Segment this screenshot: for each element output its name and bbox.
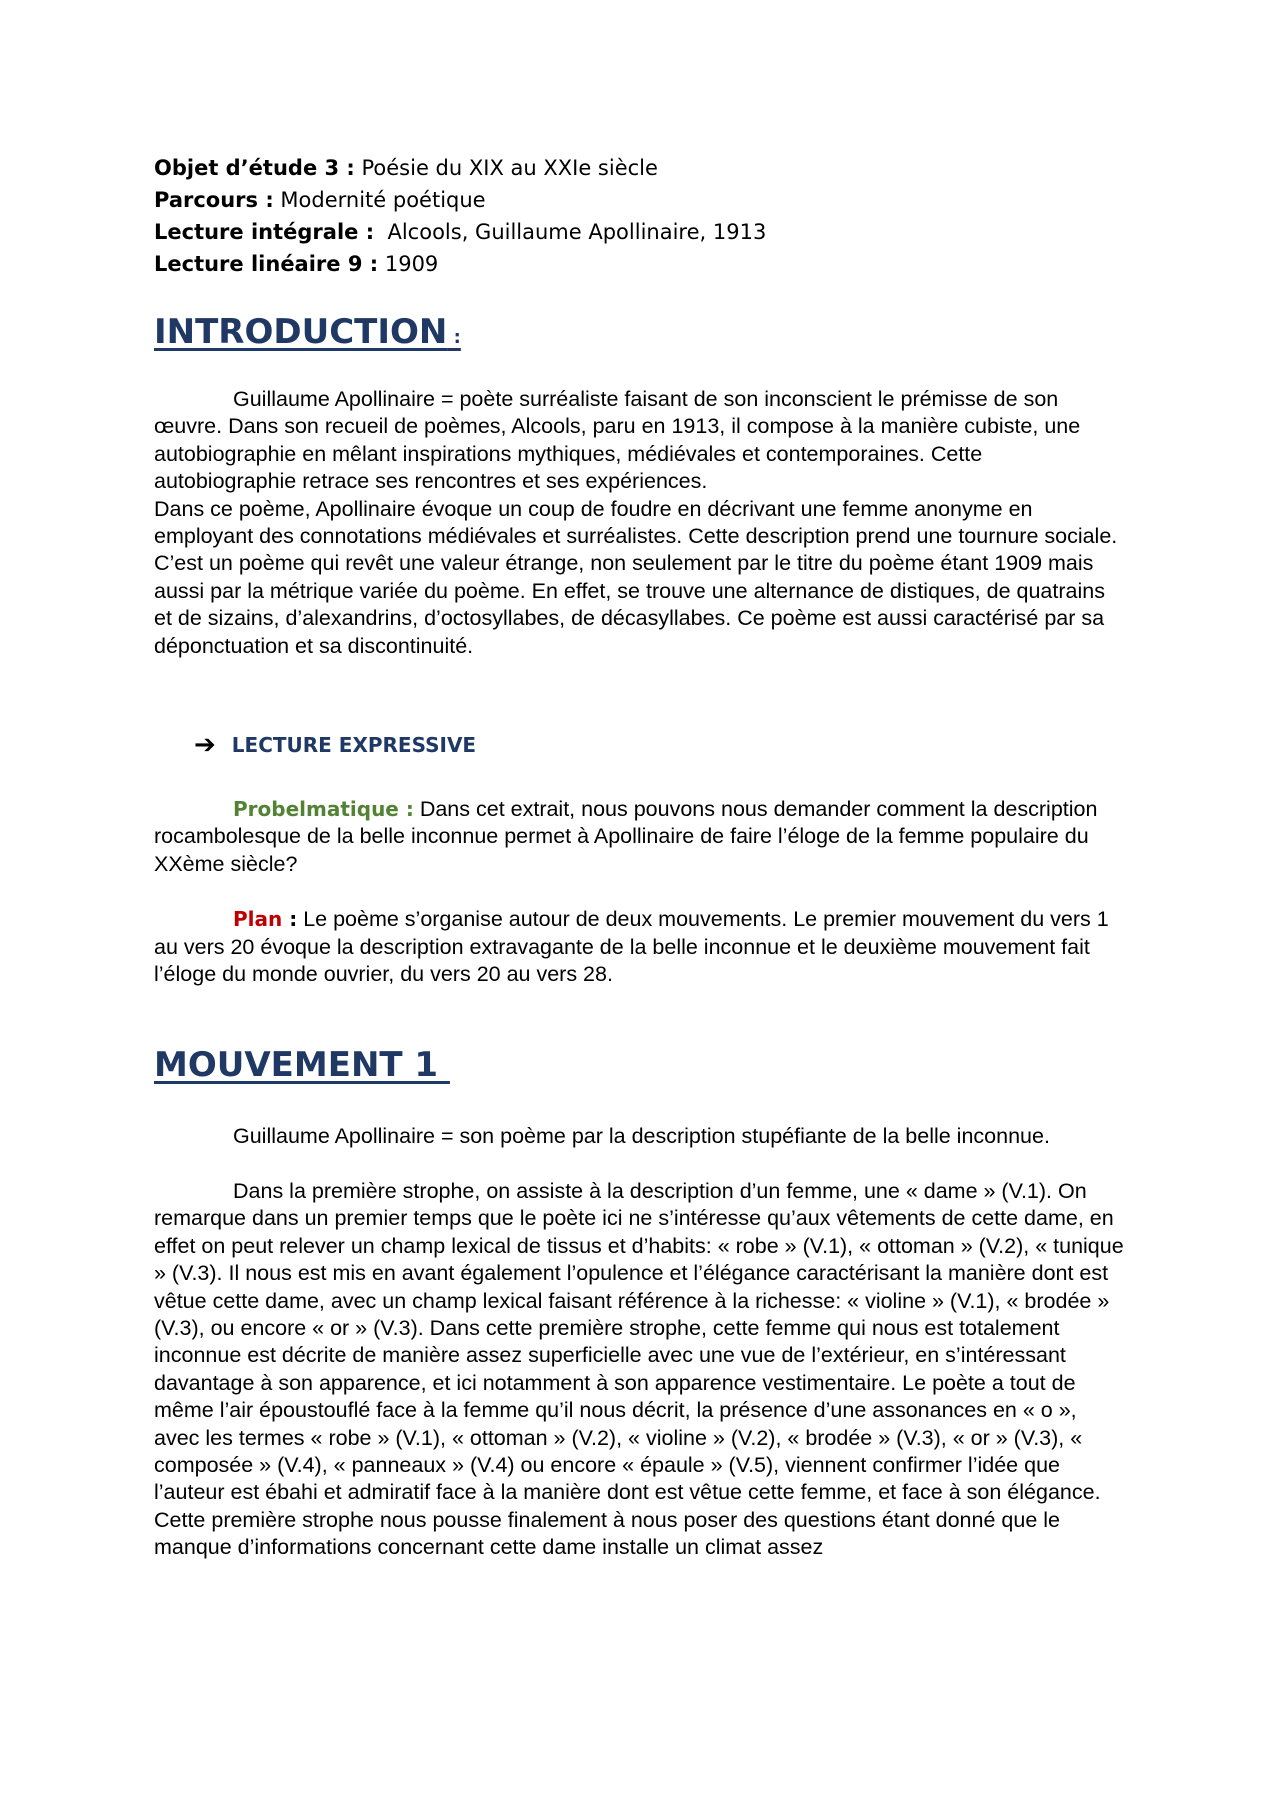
mouvement-1-p1-text: Guillaume Apollinaire = son poème par la description stupéfiante de la belle inconnue. [233, 1123, 1050, 1148]
introduction-paragraph-1 [154, 386, 1128, 496]
introduction-paragraph-3: C’est un poème qui revêt une valeur étrange, non seulement par le titre du poème étant 1909 mais aussi par la métrique variée du poème. En effet, se trouve une alternance de distiques, de quatrains et de sizains, d’alexandrins, d’octosyllabes, de décasyllabes. Ce poème est aussi caractérisé par sa déponctuation et sa discontinuité. [154, 551, 1105, 658]
header-lecture-lineaire-value: 1909 [378, 252, 439, 276]
mouvement-1-p2-text: Dans la première strophe, on assiste à la description d’un femme, une « dame » (V.1). On remarque dans un premier temps que le poète ici ne s’intéresse qu’aux vêtements de cette dame, en effet on peut relever un champ lexical de tissus et d’habits: « robe » (V.1), « ottoman » (V.2), « tunique » (V.3). Il nous est mis en avant également l’opulence et l’élégance caractérisant la manière dont est vêtue cette dame, avec un champ lexical faisant référence à la richesse: « violine » (V.1), « brodée » (V.3), ou encore « or » (V.3). Dans cette première strophe, cette femme qui nous est totalement inconnue est décrite de manière assez superficielle avec une vue de l’extérieur, en s’intéressant davantage à son apparence, et ici notamment à son apparence vestimentaire. Le poète a tout de même l’air époustouflé face à la femme qu’il nous décrit, la présence d’une assonances en « o », avec les termes « robe » (V.1), « ottoman » (V.2), « violine » (V.2), « brodée » (V.3), « or » (V.3), « composée » (V.4), « panneaux » (V.4) ou encore « épaule » (V.5), viennent confirmer l’idée que l’auteur est ébahi et admiratif face à la manière dont est vêtue cette femme, et face à son élégance. Cette première strophe nous pousse finalement à nous poser des questions étant donné que le manque d’informations concernant cette dame installe un climat assez [154, 1178, 1124, 1560]
header-lecture-lineaire [154, 248, 1128, 280]
header-lecture-integrale [154, 216, 1128, 248]
introduction-title: INTRODUCTION [154, 312, 448, 352]
mouvement-1-paragraph-2 [154, 1178, 1128, 1562]
introduction-colon: : [447, 327, 461, 348]
introduction-p1-text: Guillaume Apollinaire = poète surréaliste faisant de son inconscient le prémisse de son œuvre. Dans son recueil de poèmes, Alcools, paru en 1913, il compose à la manière cubiste, une autobiographie en mêlant inspirations mythiques, médiévales et contemporaines. Cette autobiographie retrace ses rencontres et ses expériences. [154, 387, 1081, 494]
problematique-paragraph [154, 796, 1128, 878]
header-parcours-value: Modernité poétique [273, 188, 486, 212]
header-lecture-integrale-label: Lecture intégrale : [154, 220, 375, 244]
mouvement-1-title: MOUVEMENT 1 [154, 1044, 450, 1085]
plan-label: Plan [233, 907, 283, 932]
header-block [154, 152, 1128, 280]
plan-text: Le poème s’organise autour de deux mouvements. Le premier mouvement du vers 1 au vers 20 évoque la description extravagante de la belle inconnue et le deuxième mouvement fait l’éloge du monde ouvrier, du vers 20 au vers 28. [154, 907, 1109, 987]
introduction-paragraph-2: Dans ce poème, Apollinaire évoque un coup de foudre en décrivant une femme anonyme en employant des connotations médiévales et surréalistes. Cette description prend une tournure sociale. [154, 496, 1118, 549]
mouvement-1-paragraph-1 [154, 1123, 1128, 1150]
lecture-expressive-label: LECTURE EXPRESSIVE [231, 733, 477, 758]
header-lecture-lineaire-label: Lecture linéaire 9 : [154, 252, 379, 276]
plan-paragraph [154, 906, 1128, 988]
header-objet-value: Poésie du XIX au XXIe siècle [354, 156, 658, 180]
plan-colon: : [282, 907, 298, 932]
lecture-expressive-item [194, 730, 1128, 761]
header-parcours-label: Parcours : [154, 188, 274, 212]
header-objet-label: Objet d’étude 3 : [154, 156, 355, 180]
introduction-body [154, 386, 1128, 660]
mouvement-1-heading [154, 1045, 1128, 1085]
header-objet [154, 152, 1128, 184]
header-parcours [154, 184, 1128, 216]
problematique-label: Probelmatique : [233, 797, 414, 822]
right-arrow-icon: ➔ [194, 730, 216, 761]
header-lecture-integrale-value: Alcools, Guillaume Apollinaire, 1913 [374, 220, 767, 244]
problematique-text: Dans cet extrait, nous pouvons nous demander comment la description rocambolesque de la belle inconnue permet à Apollinaire de faire l’éloge de la femme populaire du XXème siècle? [154, 797, 1098, 876]
introduction-heading [154, 312, 1128, 352]
